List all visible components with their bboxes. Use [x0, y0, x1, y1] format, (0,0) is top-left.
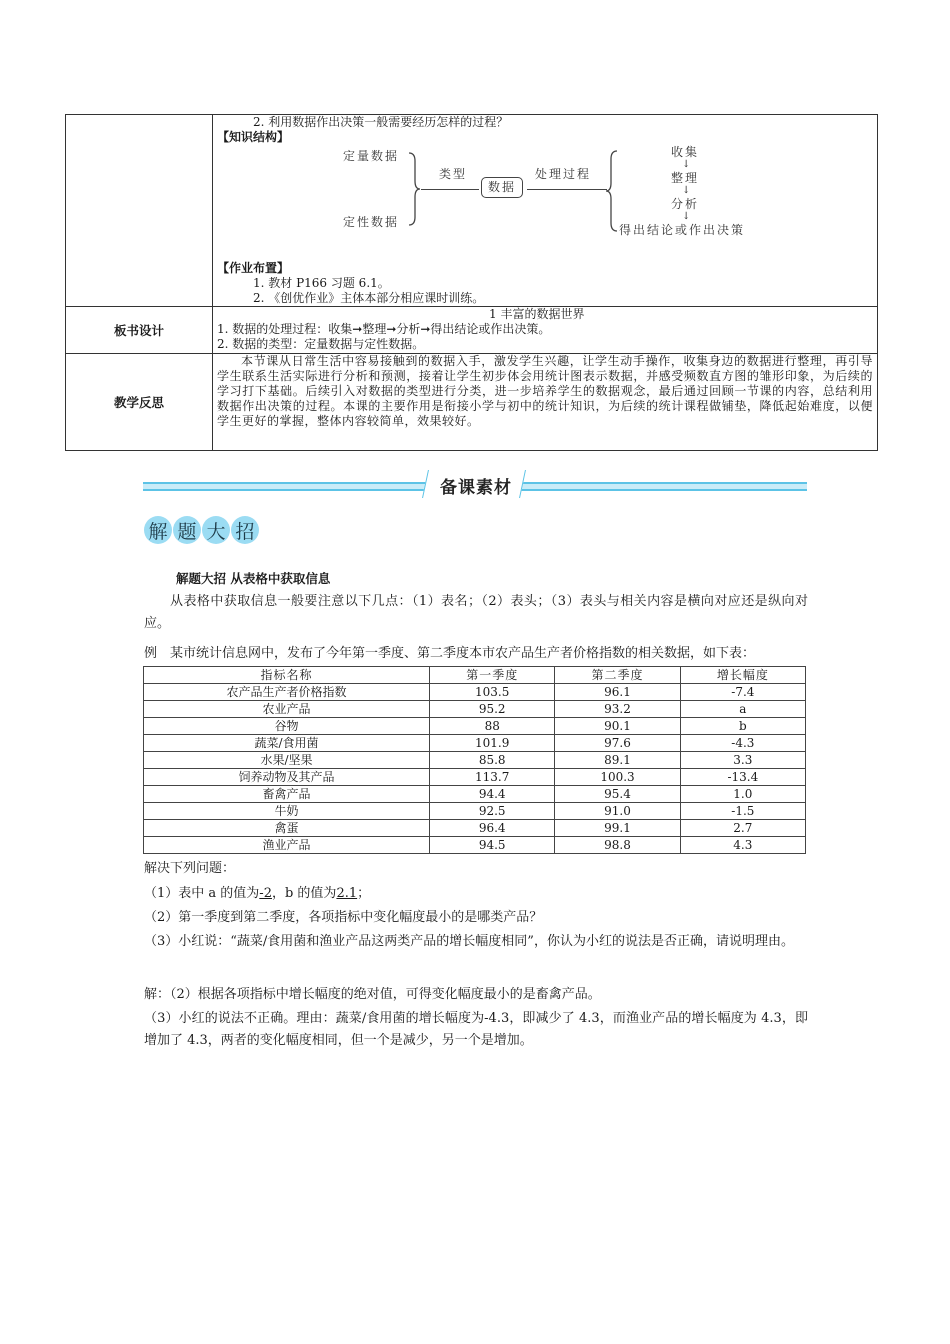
cell-q2: 97.6 [555, 735, 680, 752]
cell-name: 农业产品 [144, 701, 430, 718]
tip-heading [144, 516, 259, 544]
table-row [144, 684, 806, 701]
cell-q2: 96.1 [555, 684, 680, 701]
cell-growth: 2.7 [680, 820, 805, 837]
diagram-process-label: 处理过程 [535, 167, 592, 181]
cell-q1: 95.2 [430, 701, 555, 718]
diagram-type-label: 类型 [439, 167, 468, 181]
question-2: 2. 利用数据作出决策一般需要经历怎样的过程？ [253, 115, 509, 129]
tip-heading-char: 解 [144, 516, 172, 544]
tip-intro: 从表格中获取信息一般要注意以下几点：（1）表名；（2）表头；（3）表头与相关内容是横向对应还是纵向对应。 [144, 594, 808, 631]
table-row [144, 718, 806, 735]
answer-b: 2.1 [336, 886, 358, 901]
column-header: 第一季度 [430, 667, 555, 684]
reflection-label: 教学反思 [66, 354, 213, 451]
diagram-step-collect: 收集 [671, 145, 700, 159]
cell-growth: -13.4 [680, 769, 805, 786]
cell-q1: 94.5 [430, 837, 555, 854]
question-3: （3）小红说：“蔬菜/食用菌和渔业产品这两类产品的增长幅度相同”，你认为小红的说法是否正确，请说明理由。 [144, 934, 794, 949]
banner-title: 备课素材 [440, 478, 512, 498]
cell-q1: 94.4 [430, 786, 555, 803]
table-row [144, 735, 806, 752]
lesson-row-reflection [66, 354, 878, 451]
cell-name: 牛奶 [144, 803, 430, 820]
example-statement: 例 某市统计信息网中，发布了今年第一季度、第二季度本市农产品生产者价格指数的相关数据，如下表： [144, 646, 756, 661]
cell-name: 禽蛋 [144, 820, 430, 837]
diagram-step-organize: 整理 [671, 171, 700, 185]
cell-q2: 99.1 [555, 820, 680, 837]
cell-q1: 92.5 [430, 803, 555, 820]
cell-q1: 113.7 [430, 769, 555, 786]
diagram-center-node: 数据 [481, 177, 523, 198]
cell-growth: a [680, 701, 805, 718]
column-header: 第二季度 [555, 667, 680, 684]
question-1 [144, 883, 808, 905]
knowledge-structure-heading: 【知识结构】 [217, 130, 290, 144]
arrow-down-icon: ↓ [682, 211, 691, 222]
cell-growth: 3.3 [680, 752, 805, 769]
knowledge-diagram [217, 145, 873, 251]
question-1-text: （1）表中 a 的值为 [144, 886, 260, 901]
diagram-qualitative: 定性数据 [343, 215, 400, 229]
cell-q1: 101.9 [430, 735, 555, 752]
cell-name: 蔬菜/食用菌 [144, 735, 430, 752]
right-brace-icon [605, 149, 619, 233]
cell-growth: 4.3 [680, 837, 805, 854]
tip-title: 解题大招 从表格中获取信息 [176, 571, 331, 586]
board-line: 2. 数据的类型：定量数据与定性数据。 [217, 337, 425, 351]
cell-q1: 103.5 [430, 684, 555, 701]
cell-q2: 90.1 [555, 718, 680, 735]
cell-name: 水果/坚果 [144, 752, 430, 769]
row-label-empty [66, 115, 213, 307]
answer-a: -2 [259, 886, 272, 901]
cell-name: 渔业产品 [144, 837, 430, 854]
column-header: 增长幅度 [680, 667, 805, 684]
tip-heading-char: 大 [202, 516, 230, 544]
column-header: 指标名称 [144, 667, 430, 684]
cell-q2: 89.1 [555, 752, 680, 769]
board-line: 1. 数据的处理过程：收集➞整理➞分析➞得出结论或作出决策。 [217, 322, 551, 336]
table-row [144, 769, 806, 786]
table-row [144, 820, 806, 837]
arrow-down-icon: ↓ [682, 185, 691, 196]
table-row [144, 786, 806, 803]
cell-growth: -1.5 [680, 803, 805, 820]
table-row [144, 837, 806, 854]
board-title: 1 丰富的数据世界 [489, 307, 585, 321]
cell-q1: 88 [430, 718, 555, 735]
lesson-row-summary [66, 115, 878, 307]
cell-name: 饲养动物及其产品 [144, 769, 430, 786]
diagram-step-decide: 得出结论或作出决策 [619, 223, 746, 237]
cell-q2: 95.4 [555, 786, 680, 803]
homework-heading: 【作业布置】 [217, 261, 290, 275]
board-design-label: 板书设计 [66, 307, 213, 354]
solution-3: （3）小红的说法不正确。理由：蔬菜/食用菌的增长幅度为-4.3，即减少了 4.3，而渔业产品的增长幅度为 4.3，即增加了 4.3，两者的变化幅度相同，但一个是减少，另一个是增加。 [144, 1011, 808, 1048]
left-brace-icon [407, 151, 421, 227]
tip-heading-char: 题 [173, 516, 201, 544]
questions-lead: 解决下列问题： [144, 861, 236, 876]
cell-q2: 100.3 [555, 769, 680, 786]
cell-q1: 85.8 [430, 752, 555, 769]
lesson-row-board-design [66, 307, 878, 354]
cell-name: 畜禽产品 [144, 786, 430, 803]
diagram-quantitative: 定量数据 [343, 149, 400, 163]
cell-growth: 1.0 [680, 786, 805, 803]
cell-q2: 98.8 [555, 837, 680, 854]
tip-heading-char: 招 [231, 516, 259, 544]
question-2: （2）第一季度到第二季度，各项指标中变化幅度最小的是哪类产品？ [144, 910, 543, 925]
lesson-plan-table [65, 114, 878, 451]
cell-growth: -4.3 [680, 735, 805, 752]
cell-name: 谷物 [144, 718, 430, 735]
question-1-text: ； [357, 886, 371, 901]
cell-q1: 96.4 [430, 820, 555, 837]
homework-item: 1. 教材 P166 习题 6.1。 [253, 276, 390, 290]
cell-q2: 91.0 [555, 803, 680, 820]
arrow-down-icon: ↓ [682, 159, 691, 170]
section-banner [143, 470, 807, 500]
summary-cell [213, 115, 878, 307]
price-index-table [143, 666, 806, 854]
board-design-cell [213, 307, 878, 354]
question-1-text: ，b 的值为 [271, 886, 337, 901]
solution-2: 解：（2）根据各项指标中增长幅度的绝对值，可得变化幅度最小的是畜禽产品。 [144, 987, 601, 1002]
table-row [144, 803, 806, 820]
reflection-text: 本节课从日常生活中容易接触到的数据入手，激发学生兴趣，让学生动手操作，收集身边的数据进行整理，再引导学生联系生活实际进行分析和预测，接着让学生初步体会用统计图表示数据，并感受频数直方图的雏形印象，为后续的学习打下基础。后续引入对数据的类型进行分类，进一步培养学生的数据观念，最后通过回顾一节课的内容，总结利用数据作出决策的过程。本课的主要作用是衔接小学与初中的统计知识，为后续的统计课程做铺垫，降低起始难度，以便学生更好的掌握，整体内容较简单，效果较好。 [217, 354, 873, 428]
reflection-cell [213, 354, 878, 451]
diagram-connector [527, 189, 607, 190]
homework-item: 2. 《创优作业》主体本部分相应课时训练。 [253, 291, 485, 305]
cell-growth: b [680, 718, 805, 735]
table-row [144, 701, 806, 718]
table-row [144, 752, 806, 769]
diagram-connector [421, 189, 479, 190]
cell-q2: 93.2 [555, 701, 680, 718]
cell-name: 农产品生产者价格指数 [144, 684, 430, 701]
table-header-row [144, 667, 806, 684]
diagram-step-analyze: 分析 [671, 197, 700, 211]
cell-growth: -7.4 [680, 684, 805, 701]
